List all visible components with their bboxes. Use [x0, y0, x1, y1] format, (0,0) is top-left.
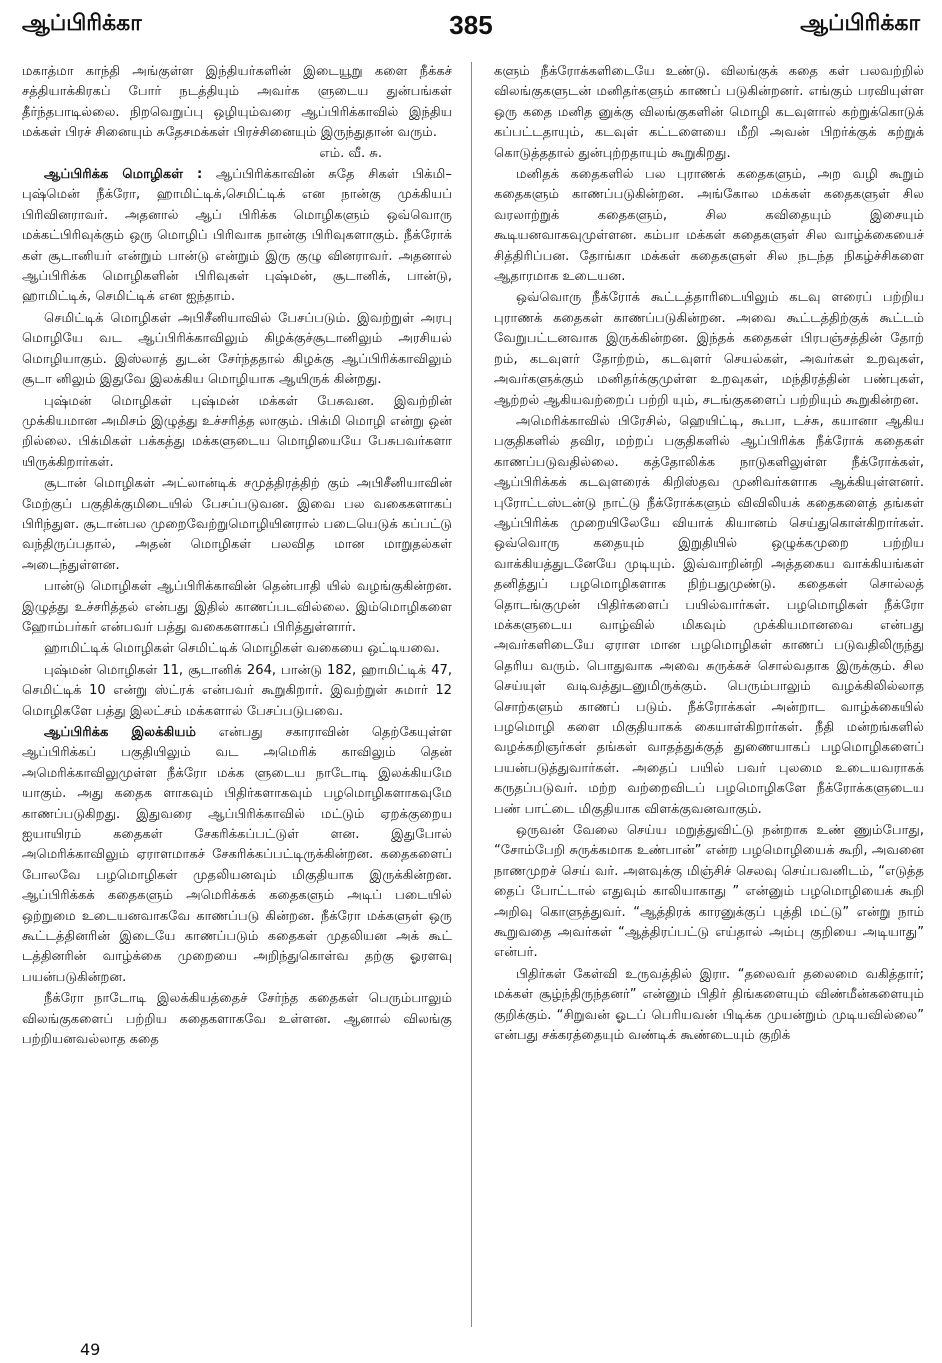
paragraph: [22, 62, 452, 164]
paragraph-text: என்பது சகாராவின் தெற்கேயுள்ள ஆப்பிரிக்கப் பகுதியிலும் வட அமெரிக் காவிலும் தென் அமெரிக்காவிலுமுள்ள நீக்ரோ மக்க ளுடைய நாடோடி இலக்கியமே யாகும். அது கதைக ளாகவும் பிதிர்களாகவும் பழமொழிகளாகவுமே காணப்படுகிறது. இதுவரை ஆப்பிரிக்காவில் மட்டும் ஏறக்குறைய ஐயாயிரம் கதைகள் சேகரிக்கப்பட்டுள் ளன. இதுபோல் அமெரிக்காவிலும் ஏராளமாகச் சேகரிக்கப்பட்டிருக்கின்றன. கதைகளைப் போலவே பழமொழிகள் முதலியனவும் மிகுதியாக இருக்கின்றன. ஆப்பிரிக்கக் கதைகளும் அமெரிக்கக் கதைகளும் அடிப் படையில் ஒற்றுமை உடையனவாகவே காணப்படு கின்றன. நீக்ரோ மக்களுள் ஒரு கூட்டத்தினரின் இடையே காணப்படும் கதைகள் முதலியன அக் கூட் டத்தினரின் வாழ்க்கை முறையை அறிந்துகொள்வ தற்கு ஓரளவு பயன்படுகின்றன.: [22, 725, 452, 985]
paragraph-text: ஆப்பிரிக்காவின் சுதே சிகள் பிக்மி–புஷ்மென் நீக்ரோ, ஹாமிட்டிக்,செமிட்டிக் என நான்கு முக்கியப் பிரிவினராவர். அதனால் ஆப் பிரிக்க மொழிகளும் ஒவ்வொரு மக்கட்பிரிவுக்கும் ஒரு மொழிப் பிரிவாக நான்கு பிரிவுகளாகும். நீக்ரோக் கள் சூடானியர் என்றும் பான்டு என்றும் இரு குழு வினராவர். அதனால் ஆப்பிரிக்க மொழிகளின் பிரிவுகள் புஷ்மன், சூடானிக், பான்டு, ஹாமிட்டிக், செமிட்டிக் என ஐந்தாம்.: [22, 167, 452, 305]
column-divider: [471, 62, 472, 1327]
paragraph: புஷ்மன் மொழிகள் புஷ்மன் மக்கள் பேசுவன. இவற்றின் முக்கியமான அமிசம் இழுத்து உச்சரித்த லாகும். பிக்மி மொழி என்று ஒன் றில்லை. பிக்மிகள் பக்கத்து மக்களுடைய மொழியையே பேசுபவர்களா யிருக்கிறார்கள்.: [22, 393, 452, 470]
paragraph: நீக்ரோ நாடோடி இலக்கியத்தைச் சேர்ந்த கதைகள் பெரும்பாலும் விலங்குகளைப் பற்றிய கதைகளாகவே உள்ளன. ஆனால் விலங்கு பற்றியனவல்லாத கதை: [22, 991, 452, 1048]
author-signature: எம். வீ. சு.: [319, 145, 382, 161]
running-title-right: ஆப்பிரிக்கா: [800, 11, 920, 36]
paragraph: [22, 165, 452, 308]
section-heading-literature: ஆப்பிரிக்க இலக்கியம்: [44, 725, 197, 740]
paragraph: அமெரிக்காவில் பிரேசில், ஹெயிட்டி, கூபா, டச்சு, கயானா ஆகிய பகுதிகளில் தவிர, மற்றப் பகுதிகளில் ஆப்பிரிக்க நீக்ரோக் கதைகள் காணப்படுவதில்லை. கத்தோலிக்க நாடுகளிலுள்ள நீக்ரோக்கள், ஆப்பிரிக்கக் கடவுளரைக் கிறிஸ்தவ முனிவர்களாக ஆக்கியுள்ளனர். புரோட்டஸ்டன்டு நாட்டு நீக்ரோக்களும் விவிலியக் கதைகளைத் தங்கள் ஆப்பிரிக்க முறையிலேயே வியாக் கியானம் செய்துகொள்கிறார்கள். ஒவ்வொரு கதையும் இறுதியில் ஒழுக்கமுறை பற்றிய வாக்கியத்துடனேயே முடியும். இவ்வாறின்றி அத்தகைய வாக்கியங்கள் தனித்துப் பழமொழிகளாக நிற்பதுமுண்டு. கதைகள் சொல்லத் தொடங்குமுன் பிதிர்களைப் பயில்வார்கள். பழமொழிகள் நீக்ரோ மக்களுடைய வாழ்வில் மிகவும் முக்கியமானவை என்பது அவர்களிடையே ஏராள மான பழமொழிகள் காணப் படுவதிலிருந்து தெரிய வரும். பொதுவாக அவை சுருக்கச் சொல்வதாக இருக்கும். சில செய்யுள் வடிவத்துடனுமிருக்கும். பெரும்பாலும் வழக்கிலில்லாத சொற்களும் காணப் படும். நீக்ரோக்கள் அன்றாட வாழ்க்கையில் பழமொழி களை மிகுதியாகக் கையாள்கிறார்கள். நீதி மன்றங்களில் வழக்கறிஞர்கள் தங்கள் வாதத்துக்குத் துணையாகப் பழமொழிகளைப் பயன்படுத்துவார்கள். அதைப் பயில் பவர் புலமை உடையவராகக் கருதப்படுவர். மற்ற வற்றைவிடப் பழமொழிகளே நீக்ரோக்களுடைய பண் பாட்டை மிகுதியாக விளக்குவனவாகும்.: [494, 413, 924, 817]
signature-mark: 49: [80, 1340, 101, 1359]
paragraph: [22, 723, 452, 988]
page-header: [22, 2, 920, 48]
paragraph: ஹாமிட்டிக் மொழிகள் செமிட்டிக் மொழிகள் வகையை ஒட்டியவை.: [44, 641, 440, 657]
paragraph: பான்டு மொழிகள் ஆப்பிரிக்காவின் தென்பாதி யில் வழங்குகின்றன. இழுத்து உச்சரித்தல் என்பது இதில் காணப்படவில்லை. இம்மொழிகளை ஹோம்பர்கர் என்பவர் பத்து வகைகளாகப் பிரித்துள்ளார்.: [22, 579, 452, 635]
paragraph: செமிட்டிக் மொழிகள் அபிசீனியாவில் பேசப்படும். இவற்றுள் அரபு மொழியே வட ஆப்பிரிக்காவிலும் கிழக்குச்சூடானிலும் அரசியல் மொழியாகும். இஸ்லாத் துடன் சேர்ந்ததால் கிழக்கு ஆப்பிரிக்காவிலும் சூடா னிலும் இதுவே இலக்கிய மொழியாக ஆயிருக் கின்றது.: [22, 310, 452, 388]
paragraph: சூடான் மொழிகள் அட்லான்டிக் சமுத்திரத்திற் கும் அபிசீனியாவின் மேற்குப் பகுதிக்குமிடையில் பேசப்படுவன. இவை பல வகைகளாகப் பிரிந்துள. சூடான்பல முறைவேற்றுமொழியினரால் படையெடுக் கப்பட்டு வந்திருப்பதால், அதன் மொழிகள் பலவித மான மாறுதல்கள் அடைந்துள்ளன.: [22, 476, 452, 573]
paragraph: பிதிர்கள் கேள்வி உருவத்தில் இரா. “தலைவர் தலைமை வகித்தார்; மக்கள் சூழ்ந்திருந்தனர்” என்னும் பிதிர் திங்களையும் விண்மீன்களையும் குறிக்கும். “சிறுவன் ஓடப் பெரியவன் பிடிக்க முயன்றும் முடியவில்லை” என்பது சக்கரத்தையும் வண்டிக் கூண்டையும் குறிக்: [494, 966, 924, 1044]
running-title-left: ஆப்பிரிக்கா: [22, 11, 142, 36]
page-number: 385: [449, 9, 493, 40]
paragraph: புஷ்மன் மொழிகள் 11, சூடானிக் 264, பான்டு 182, ஹாமிட்டிக் 47, செமிட்டிக் 10 என்று ஸ்ட்ரக் என்பவர் கூறுகிறார். இவற்றுள் சுமார் 12 மொழிகளே பத்து இலட்சம் மக்களால் பேசப்படுபவை.: [22, 662, 452, 719]
section-heading-languages: ஆப்பிரிக்க மொழிகள் :: [44, 167, 203, 183]
paragraph: ஒருவன் வேலை செய்ய மறுத்துவிட்டு நன்றாக உண் ணும்போது, “சோம்பேறி சுருக்கமாக உண்பான்” என்ற பழமொழியைக் கூறி, அவனை நாணமுறச் செய் வர். அளவுக்கு மிஞ்சிச் செலவு செய்பவனிடம், “எடுத்த தைப் போட்டால் எதுவும் காலியாகாது ” என்னும் பழமொழியைக் கூறி அறிவு கொளுத்துவர். “ஆத்திரக் காரனுக்குப் புத்தி மட்டு” என்று நாம் கூறுவதை அவர்கள் “ஆத்திரப்பட்டு எய்தால் அம்பு குறியை அடியாது” என்பர்.: [494, 823, 925, 961]
right-column: [494, 62, 924, 1048]
left-column: [22, 62, 452, 1052]
paragraph-text: மகாத்மா காந்தி அங்குள்ள இந்தியர்களின் இடையூறு களை நீக்கச் சத்தியாக்கிரகப் போர் நடத்தியும் அவர்க ளுடைய துன்பங்கள் தீர்ந்தபாடில்லை. நிறவெறுப்பு ஒழியும்வரை ஆப்பிரிக்காவில் இந்திய மக்கள் பிரச் சினையும் சுதேசமக்கள் பிரச்சினையும் இருந்துதான் வரும்.: [22, 64, 452, 141]
paragraph: களும் நீக்ரோக்களிடையே உண்டு. விலங்குக் கதை கள் பலவற்றில் விலங்குகளுடன் மனிதர்களும் காணப் படுகின்றனர். எங்கும் பரவியுள்ள ஒரு கதை மனித னுக்கு விலங்குகளின் மொழி கடவுளால் கற்றுக்கொடுக் கப்பட்டதாயும், கடவுள் கட்டளையை மீறி அவன் பிறர்க்குக் கற்றுக் கொடுத்ததால் துன்புற்றதாயும் கூறுகிறது.: [494, 64, 924, 161]
paragraph: மனிதக் கதைகளில் பல புராணக் கதைகளும், அற வழி கூறும் கதைகளும் காணப்படுகின்றன. அங்கோல மக்கள் கதைகளுள் சில வரலாற்றுக் கதைகளும், சில கவிதையும் இசையும் கூடியனவாகவுமுள்ளன. கம்பா மக்கள் கதைகளுள் சில வாழ்க்கையைச் சித்திரிப்பன. தோங்கா மக்கள் கதைகளுள் சில நடந்த நிகழ்ச்சிகளை ஆதாரமாக உடையன.: [494, 167, 924, 285]
paragraph: ஒவ்வொரு நீக்ரோக் கூட்டத்தாரிடையிலும் கடவு ளரைப் பற்றிய புராணக் கதைகள் காணப்படுகின்றன. அவை கூட்டத்திற்குக் கூட்டம் வேறுபட்டனவாக இருக்கின்றன. இந்தக் கதைகள் பிரபஞ்சத்தின் தோற் றம், கடவுளர் தோற்றம், கடவுளர் செயல்கள், அவர்கள் உறவுகள், அவர்களுக்கும் மனிதர்க்குமுள்ள உறவுகள், மந்திரத்தின் பண்புகள், ஆற்றல் ஆகியவற்றைப் பற்றி யும், சடங்குகளைப் பற்றியும் கூறுகின்றன.: [494, 290, 924, 408]
